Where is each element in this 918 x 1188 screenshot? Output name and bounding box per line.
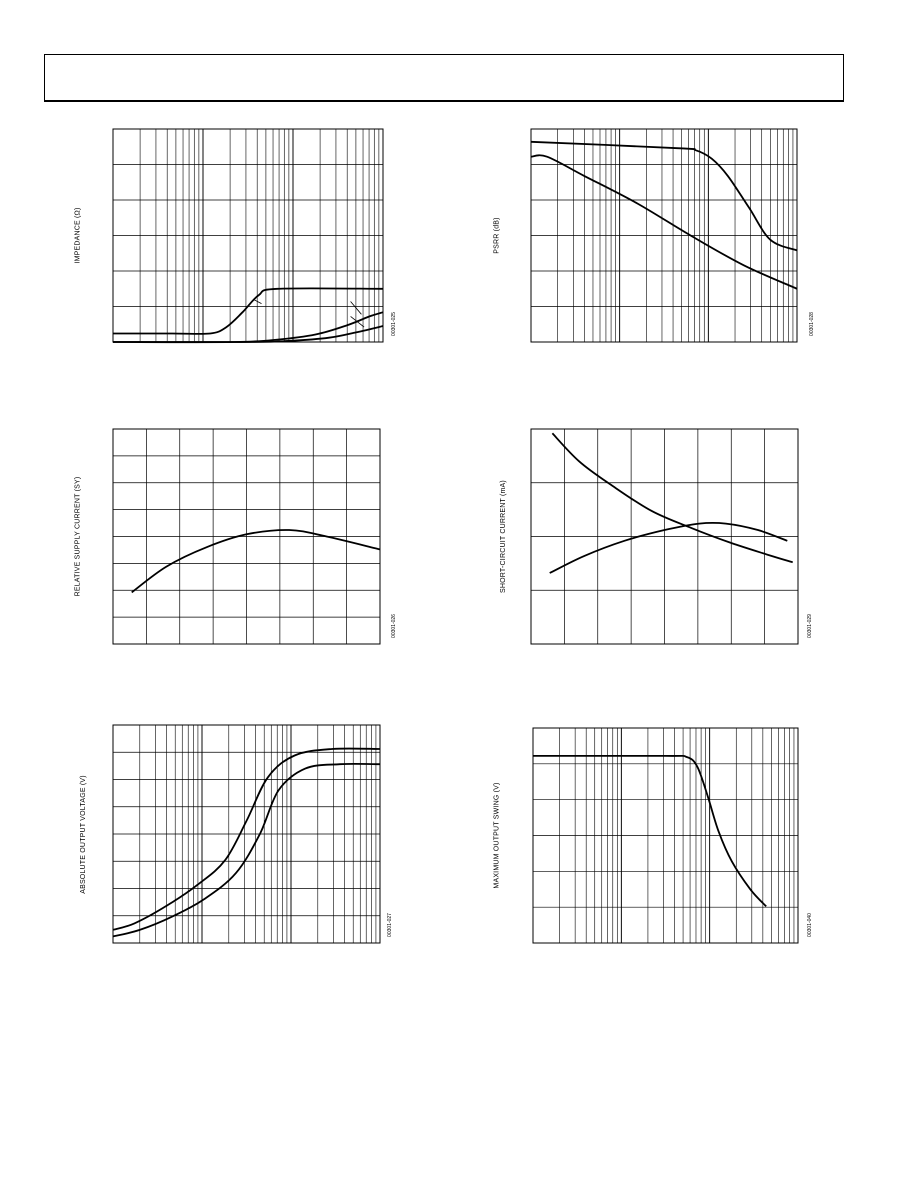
y-axis-label: IMPEDANCE (Ω): [74, 207, 82, 264]
chart-absolute-output-voltage-plot: [113, 725, 380, 943]
curve-2: [550, 523, 788, 573]
chart-impedance: [113, 129, 383, 342]
curve-1: [113, 749, 380, 930]
y-axis-label: RELATIVE SUPPLY CURRENT (SY): [74, 476, 82, 597]
page-header-box: [44, 54, 844, 102]
y-axis-label: ABSOLUTE OUTPUT VOLTAGE (V): [79, 774, 87, 894]
figure-code: 00301-025: [390, 312, 397, 336]
chart-psrr: [531, 129, 797, 342]
chart-maximum-output-swing-plot: [533, 728, 798, 943]
figure-code: 00301-028: [808, 312, 815, 336]
chart-absolute-output-voltage: [113, 725, 380, 943]
y-axis-label: PSRR (dB): [493, 217, 501, 254]
figure-code: 00301-026: [390, 614, 397, 638]
curve-2: [113, 312, 383, 342]
chart-psrr-plot: [531, 129, 797, 342]
chart-impedance-plot: [113, 129, 383, 342]
curve-1: [533, 756, 766, 907]
figure-code: 00301-040: [806, 913, 813, 937]
chart-maximum-output-swing: [533, 728, 798, 943]
curve-2: [113, 764, 380, 937]
gridlines: [531, 129, 797, 342]
chart-short-circuit-current-plot: [531, 429, 798, 644]
gridlines: [113, 429, 380, 644]
curve-1: [531, 142, 797, 251]
gridlines: [531, 429, 798, 644]
curve-1: [132, 530, 380, 592]
gridlines: [533, 728, 798, 943]
figure-code: 00301-027: [386, 913, 393, 937]
chart-relative-supply-current: [113, 429, 380, 644]
chart-short-circuit-current: [531, 429, 798, 644]
chart-relative-supply-current-plot: [113, 429, 380, 644]
curve-1: [552, 433, 792, 562]
gridlines: [113, 129, 383, 342]
y-axis-label: MAXIMUM OUTPUT SWING (V): [493, 782, 501, 889]
annotation-arrow: [351, 316, 365, 327]
figure-code: 00301-029: [806, 614, 813, 638]
y-axis-label: SHORT-CIRCUIT CURRENT (mA): [499, 480, 507, 593]
gridlines: [113, 725, 380, 943]
